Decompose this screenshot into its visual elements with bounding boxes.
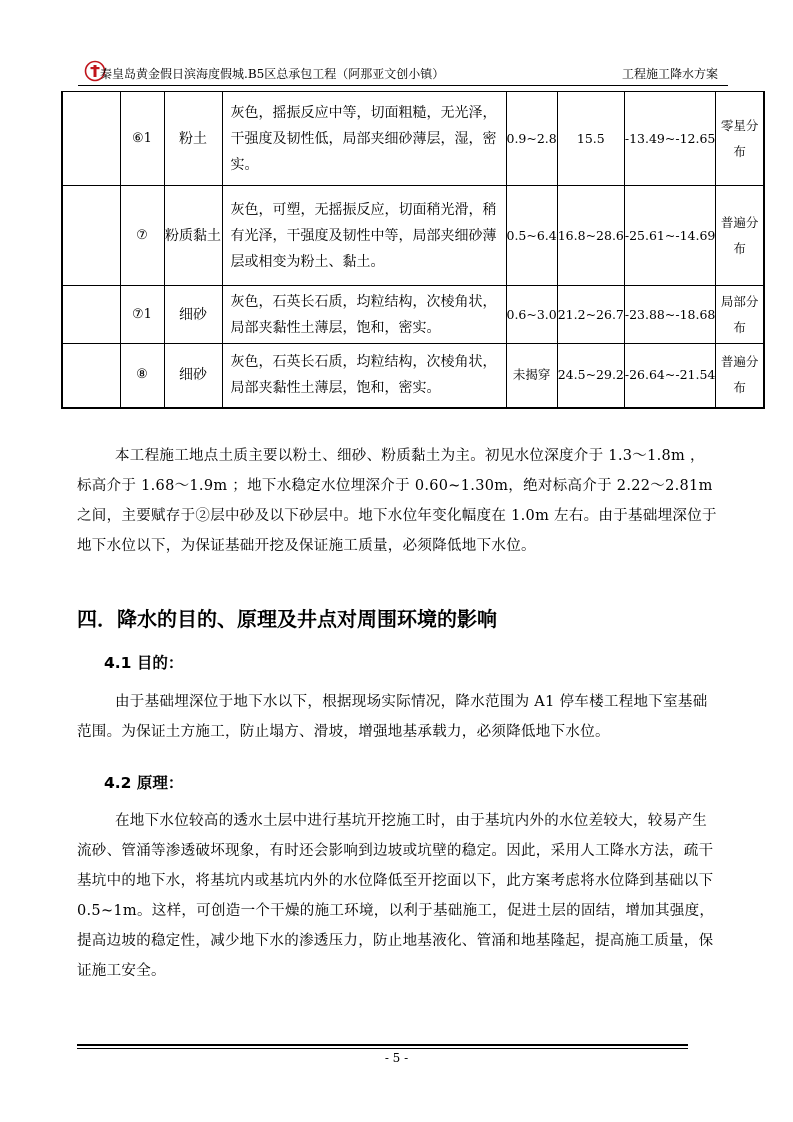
layer-code: ⑦1: [120, 286, 164, 344]
soil-name: 细砂: [164, 286, 222, 344]
blank-cell: [62, 186, 120, 286]
page-header: [78, 60, 728, 88]
blank-cell: [62, 286, 120, 344]
footer-rule-thin: [77, 1048, 688, 1049]
layer-elevation: -23.88~-18.68: [624, 286, 716, 344]
section-4-1-heading: 4.1 目的：: [104, 654, 184, 672]
soil-description: 灰色，石英长石质，均粒结构，次棱角状，局部夹黏性土薄层，饱和，密实。: [222, 286, 506, 344]
layer-depth: 21.2~26.7: [557, 286, 624, 344]
soil-name: 粉土: [164, 92, 222, 186]
layer-distribution: 零星分布: [716, 92, 764, 186]
header-rule: [78, 85, 728, 86]
soil-name: 粉质黏土: [164, 186, 222, 286]
soil-name: 细砂: [164, 344, 222, 408]
table-row: [62, 92, 764, 186]
blank-cell: [62, 92, 120, 186]
table-row: [62, 286, 764, 344]
purpose-paragraph: 由于基础埋深位于地下水以下，根据现场实际情况，降水范围为 A1 停车楼工程地下室基础范围。为保证土方施工，防止塌方、滑坡，增强地基承载力，必须降低地下水位。: [77, 694, 708, 740]
layer-distribution: 局部分布: [716, 286, 764, 344]
layer-thickness: 0.5~6.4: [506, 186, 557, 286]
layer-code: ⑦: [120, 186, 164, 286]
groundwater-paragraph: 本工程施工地点土质主要以粉土、细砂、粉质黏土为主。初见水位深度介于 1.3～1.8m ，标高介于 1.68～1.9m ；地下水稳定水位埋深介于 0.60~1.30m，绝对标高介于 2.22～2.81m 之间，主要赋存于②层中砂及以下砂层中。地下水位年变化幅度在 1.0m 左右。由于基础埋深位于地下水位以下，为保证基础开挖及保证施工质量，必须降低地下水位。: [77, 448, 717, 554]
soil-description: 灰色，石英长石质，均粒结构，次棱角状，局部夹黏性土薄层，饱和，密实。: [222, 344, 506, 408]
table-row: [62, 186, 764, 286]
layer-elevation: -26.64~-21.54: [624, 344, 716, 408]
soil-description: 灰色，摇振反应中等，切面粗糙，无光泽，干强度及韧性低，局部夹细砂薄层，湿，密实。: [222, 92, 506, 186]
layer-depth: 24.5~29.2: [557, 344, 624, 408]
soil-description: 灰色，可塑，无摇振反应，切面稍光滑，稍有光泽，干强度及韧性中等，局部夹细砂薄层或相变为粉土、黏土。: [222, 186, 506, 286]
layer-elevation: -25.61~-14.69: [624, 186, 716, 286]
header-project-name: 秦皇岛黄金假日滨海度假城.B5区总承包工程（阿那亚文创小镇）: [100, 67, 445, 81]
layer-depth: 15.5: [557, 92, 624, 186]
layer-elevation: -13.49~-12.65: [624, 92, 716, 186]
table-row: [62, 344, 764, 408]
layer-depth: 16.8~28.6: [557, 186, 624, 286]
blank-cell: [62, 344, 120, 408]
layer-distribution: 普遍分布: [716, 344, 764, 408]
layer-distribution: 普遍分布: [716, 186, 764, 286]
layer-thickness: 0.9~2.8: [506, 92, 557, 186]
section-4-2-heading: 4.2 原理：: [104, 774, 184, 792]
layer-code: ⑧: [120, 344, 164, 408]
principle-paragraph: 在地下水位较高的透水土层中进行基坑开挖施工时，由于基坑内外的水位差较大，较易产生流砂、管涌等渗透破坏现象，有时还会影响到边坡或坑壁的稳定。因此，采用人工降水方法，疏干基坑中的地下水，将基坑内或基坑内外的水位降低至开挖面以下，此方案考虑将水位降到基础以下 0.5~1m。这样，可创造一个干燥的施工环境，以利于基础施工，促进土层的固结，增加其强度，提高边坡的稳定性，减少地下水的渗透压力，防止地基液化、管涌和地基隆起，提高施工质量，保证施工安全。: [77, 813, 715, 979]
layer-thickness: 0.6~3.0: [506, 286, 557, 344]
soil-layer-table: [61, 91, 765, 409]
layer-thickness: 未揭穿: [506, 344, 557, 408]
section-4-heading: 四．降水的目的、原理及井点对周围环境的影响: [77, 607, 497, 631]
footer-rule: [77, 1044, 688, 1046]
page-number: - 5 -: [384, 1051, 409, 1065]
layer-code: ⑥1: [120, 92, 164, 186]
header-doc-title: 工程施工降水方案: [621, 67, 718, 81]
